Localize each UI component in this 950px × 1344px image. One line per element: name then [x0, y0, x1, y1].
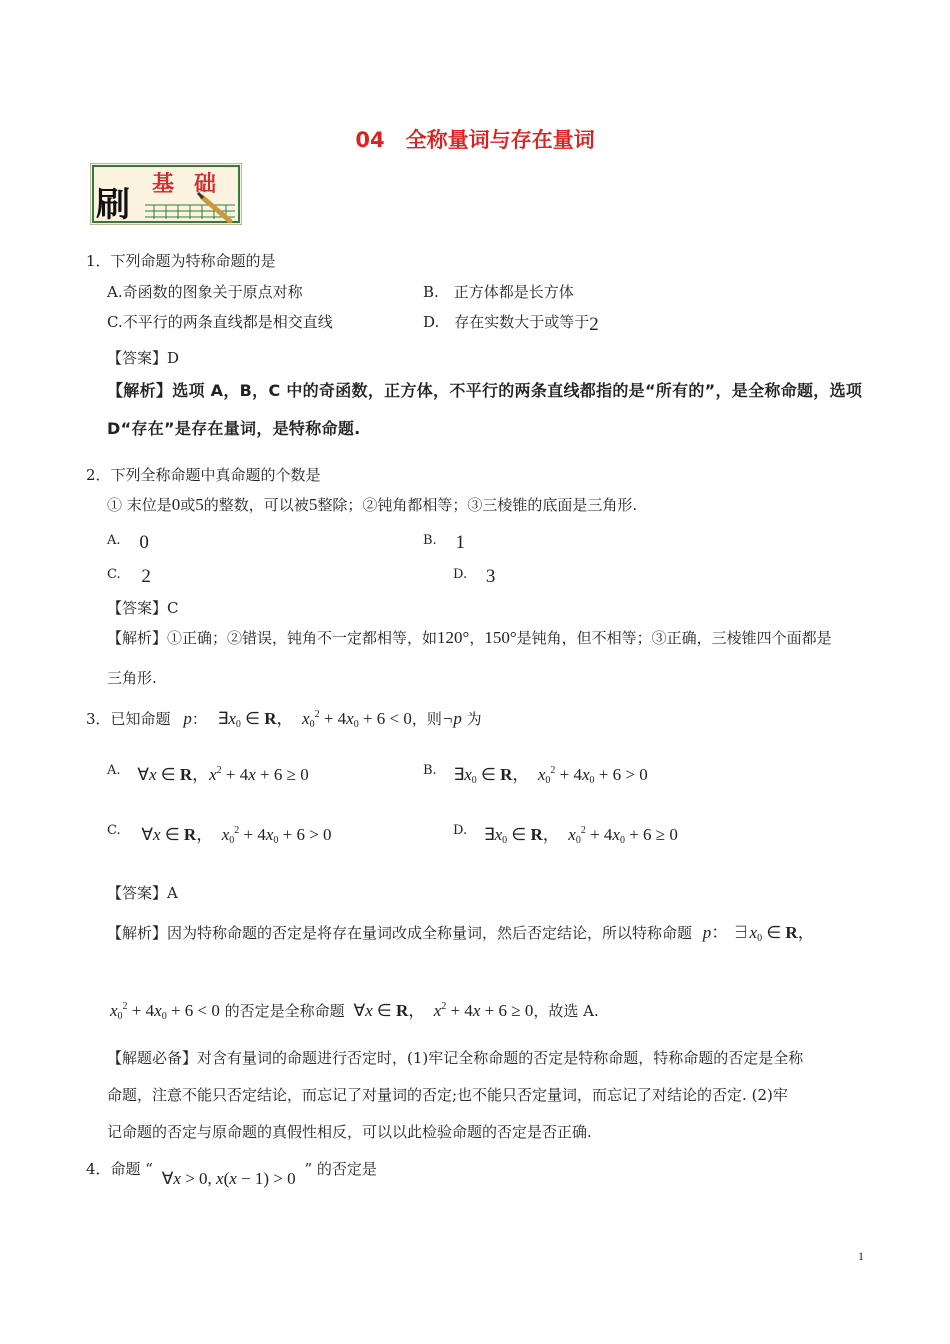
q3-explanation-line2 [110, 996, 599, 1022]
q2-stmt-text-b: 或 [180, 496, 196, 514]
q3-exp-formula-orig: $x_0^2 + 4x_0 + 6 < 0$ [110, 1001, 220, 1022]
q2-option-a [107, 528, 149, 553]
q2-option-b [423, 528, 465, 553]
q3-option-c [107, 820, 332, 846]
q3-exp-text-c: ，故选 A. [533, 1002, 599, 1020]
q3-option-a-formula: ∀x ∈ R，$x^2 + 4x + 6 \ge 0$ [137, 765, 309, 784]
q3-exp-formula-neg: ∀x ∈ R， $x^2 + 4x + 6 \ge 0$ [353, 1001, 534, 1020]
q3-answer: 【答案】A [107, 884, 178, 902]
q3-colon: ： [191, 710, 207, 728]
q1-option-a: A.奇函数的图象关于原点对称 [107, 283, 303, 301]
q1-option-d-text: D. 存在实数大于或等于 [423, 313, 590, 331]
q2-option-d-label: D. [453, 567, 468, 582]
q3-explanation-line1 [107, 918, 815, 944]
q2-option-d-value: 3 [485, 566, 496, 587]
q3-option-a [107, 760, 309, 785]
q4-stem-text-b: ” 的否定是 [304, 1160, 377, 1178]
q1-stem: 1．下列命题为特称命题的是 [86, 252, 276, 270]
q3-option-c-formula: ∀x ∈ R， $x_0^2 + 4x_0 + 6 > 0$ [141, 825, 332, 846]
q2-option-c-value: 2 [141, 566, 151, 587]
q2-option-d [453, 562, 496, 587]
q2-stmt-text-a: ① 末位是 [107, 496, 172, 514]
q3-option-d [453, 820, 678, 846]
q2-num-0: 0 [171, 495, 181, 514]
q3-option-d-formula: $\exists x_0$ ∈ R， $x_0^2 + 4x_0 + 6 \ge 0$ [483, 825, 678, 846]
q3-option-b-label: B. [423, 763, 437, 778]
q2-stmt-text-c: 的整数，可以被 [203, 496, 309, 514]
q4-formula: ∀x > 0, x(x − 1) > 0 [161, 1169, 296, 1188]
q3-stem-text-c: 为 [466, 710, 482, 728]
q2-option-a-value: 0 [139, 532, 149, 553]
q2-option-b-label: B. [423, 533, 437, 548]
q4-stem [86, 1158, 377, 1188]
q2-exp-comma: ， [469, 629, 485, 647]
shuajichu-logo [90, 163, 242, 225]
q1-explanation-line2: D“存在”是存在量词，是特称命题. [107, 419, 361, 438]
q3-option-b [423, 760, 648, 786]
logo-char-shua: 刷 [96, 185, 130, 225]
q2-option-c-label: C. [107, 567, 121, 582]
q3-neg-p: ¬p [441, 709, 462, 728]
q3-option-c-label: C. [107, 823, 121, 838]
page-number: 1 [858, 1249, 864, 1263]
q2-angle-150: 150° [484, 628, 517, 647]
q3-stem-text-b: ，则 [411, 710, 442, 728]
q1-answer: 【答案】D [107, 349, 180, 367]
q3-var-p: p [183, 709, 192, 728]
q3-option-a-label: A. [107, 763, 121, 778]
q1-option-c: C.不平行的两条直线都是相交直线 [107, 313, 333, 331]
q2-answer: 【答案】C [107, 599, 179, 617]
page-title: 04 全称量词与存在量词 [355, 128, 595, 152]
q3-stem [86, 704, 482, 730]
q3-exp-formula-p: p： $\exists x_0$ ∈ R， [702, 923, 815, 944]
q2-angle-120: 120° [437, 628, 470, 647]
q1-option-d-number: 2 [589, 314, 599, 335]
q3-option-b-formula: $\exists x_0$ ∈ R， $x_0^2 + 4x_0 + 6 > 0$ [453, 765, 648, 786]
q2-option-b-value: 1 [455, 532, 465, 553]
q1-option-d [423, 311, 599, 333]
q3-note-line2: 命题，注意不能只否定结论，而忘记了对量词的否定;也不能只否定量词，而忘记了对结论的否定. (2)牢 [107, 1086, 788, 1104]
q3-exp-text-b: 的否定是全称命题 [224, 1002, 345, 1020]
q2-stem: 2．下列全称命题中真命题的个数是 [86, 466, 321, 484]
q3-note-line3: 记命题的否定与原命题的真假性相反，可以以此检验命题的否定是否正确. [107, 1123, 592, 1141]
q2-exp-text-a: 【解析】①正确；②错误，钝角不一定都相等，如 [107, 629, 438, 647]
q2-stmt-text-d: 整除；②钝角都相等；③三棱锥的底面是三角形. [317, 496, 638, 514]
q3-exp-text-a: 【解析】因为特称命题的否定是将存在量词改成全称量词，然后否定结论，所以特称命题 [107, 924, 693, 942]
q2-num-5b: 5 [308, 495, 318, 514]
q1-explanation-line1: 【解析】选项 A，B，C 中的奇函数，正方体，不平行的两条直线都指的是“所有的”，是全称命题，选项 [107, 381, 863, 400]
q2-exp-text-b: 是钝角，但不相等；③正确，三棱锥四个面都是 [516, 629, 832, 647]
q2-explanation-line2: 三角形. [107, 669, 157, 687]
q1-option-b: B. 正方体都是长方体 [423, 283, 574, 301]
q2-explanation-line1 [107, 627, 832, 648]
q2-num-5: 5 [195, 495, 204, 514]
q3-stem-text-a: 3．已知命题 [86, 710, 171, 728]
q2-option-a-label: A. [107, 533, 121, 548]
logo-char-chu: 础 [194, 171, 217, 197]
q2-option-c [107, 562, 151, 587]
q3-proposition-p: $\exists x_0$ ∈ R， $x_0^2 + 4x_0 + 6 < 0$ [217, 709, 412, 730]
q2-statements [107, 494, 637, 515]
q3-note-line1: 【解题必备】对含有量词的命题进行否定时，(1)牢记全称命题的否定是特称命题，特称命题的否定是全称 [107, 1049, 804, 1067]
logo-char-ji: 基 [152, 171, 175, 197]
q4-stem-text-a: 4．命题 “ [86, 1160, 153, 1178]
q3-option-d-label: D. [453, 823, 468, 838]
